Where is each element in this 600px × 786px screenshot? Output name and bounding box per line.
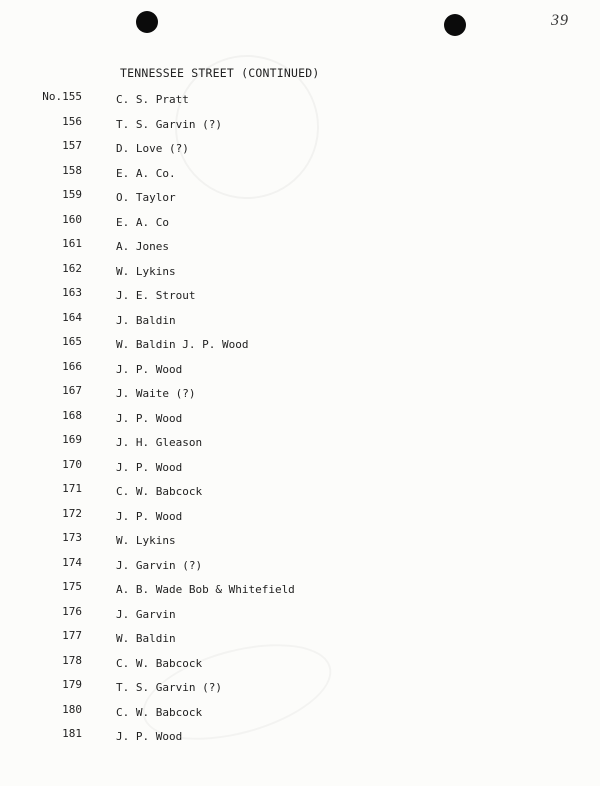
resident-name: D. Love (?)	[116, 142, 189, 155]
house-number: 177	[62, 629, 82, 642]
house-number: 172	[62, 506, 82, 520]
house-number: 180	[62, 702, 82, 716]
house-number: 176	[62, 604, 82, 618]
house-number: 171	[62, 482, 82, 495]
list-item	[0, 725, 600, 750]
list-item	[0, 652, 600, 677]
house-number: 173	[62, 531, 82, 544]
resident-name: W. Lykins	[116, 534, 176, 547]
resident-name: J. H. Gleason	[116, 436, 203, 449]
list-item	[0, 456, 600, 481]
list-item	[0, 480, 600, 505]
house-number: 174	[62, 555, 82, 569]
list-item	[0, 505, 600, 530]
list-item	[0, 529, 600, 554]
resident-name: J. E. Strout	[116, 289, 196, 302]
list-item	[0, 382, 600, 407]
resident-name: C. S. Pratt	[116, 93, 189, 106]
house-number: 166	[62, 359, 82, 373]
list-item	[0, 407, 600, 432]
list-item	[0, 162, 600, 187]
resident-name: J. P. Wood	[116, 730, 183, 743]
house-number: 157	[62, 139, 82, 152]
house-number: 156	[62, 114, 82, 128]
resident-name: J. P. Wood	[116, 509, 183, 523]
house-number: 162	[62, 261, 82, 275]
house-number: 179	[62, 678, 82, 691]
house-number: 170	[62, 457, 82, 471]
resident-name: A. Jones	[116, 240, 169, 253]
list-item	[0, 701, 600, 726]
list-item	[0, 137, 600, 162]
house-number: 158	[62, 163, 82, 177]
house-number: 161	[62, 237, 82, 250]
resident-name: W. Baldin	[116, 632, 176, 645]
resident-name: J. Waite (?)	[116, 387, 196, 400]
resident-name: J. Garvin (?)	[116, 558, 203, 572]
list-item	[0, 358, 600, 383]
list-item	[0, 260, 600, 285]
resident-name: J. P. Wood	[116, 460, 183, 474]
house-number: 160	[62, 212, 82, 226]
house-number: 167	[62, 384, 82, 397]
list-item	[0, 554, 600, 579]
resident-name: J. P. Wood	[116, 362, 183, 376]
list-item	[0, 186, 600, 211]
punch-hole-left	[136, 11, 158, 33]
resident-name: C. W. Babcock	[116, 656, 203, 670]
address-list	[0, 88, 600, 748]
list-item	[0, 309, 600, 334]
list-item	[0, 578, 600, 603]
resident-name: E. A. Co	[116, 215, 169, 229]
house-number: 164	[62, 310, 82, 324]
house-number: 169	[62, 433, 82, 446]
house-number: 178	[62, 653, 82, 667]
house-number: No.155	[42, 90, 82, 103]
list-item	[0, 676, 600, 701]
resident-name: J. Baldin	[116, 313, 176, 327]
resident-name: T. S. Garvin (?)	[116, 681, 222, 694]
resident-name: C. W. Babcock	[116, 485, 203, 498]
list-item	[0, 284, 600, 309]
house-number: 159	[62, 188, 82, 201]
list-item	[0, 603, 600, 628]
resident-name: E. A. Co.	[116, 166, 176, 180]
list-item	[0, 333, 600, 358]
house-number: 175	[62, 580, 82, 593]
house-number: 163	[62, 286, 82, 299]
list-item	[0, 235, 600, 260]
list-item	[0, 113, 600, 138]
house-number: 181	[62, 727, 82, 740]
list-item	[0, 627, 600, 652]
punch-hole-right	[444, 14, 466, 36]
resident-name: W. Lykins	[116, 264, 176, 278]
house-number: 165	[62, 335, 82, 348]
list-item	[0, 431, 600, 456]
resident-name: A. B. Wade Bob & Whitefield	[116, 583, 295, 596]
house-number: 168	[62, 408, 82, 422]
page-number: 39	[551, 12, 569, 29]
list-item	[0, 211, 600, 236]
resident-name: J. P. Wood	[116, 411, 183, 425]
resident-name: C. W. Babcock	[116, 705, 203, 719]
street-heading: TENNESSEE STREET (CONTINUED)	[120, 66, 320, 80]
list-item	[0, 88, 600, 113]
resident-name: T. S. Garvin (?)	[116, 117, 222, 131]
resident-name: W. Baldin J. P. Wood	[116, 338, 249, 351]
resident-name: O. Taylor	[116, 191, 176, 204]
resident-name: J. Garvin	[116, 607, 176, 621]
